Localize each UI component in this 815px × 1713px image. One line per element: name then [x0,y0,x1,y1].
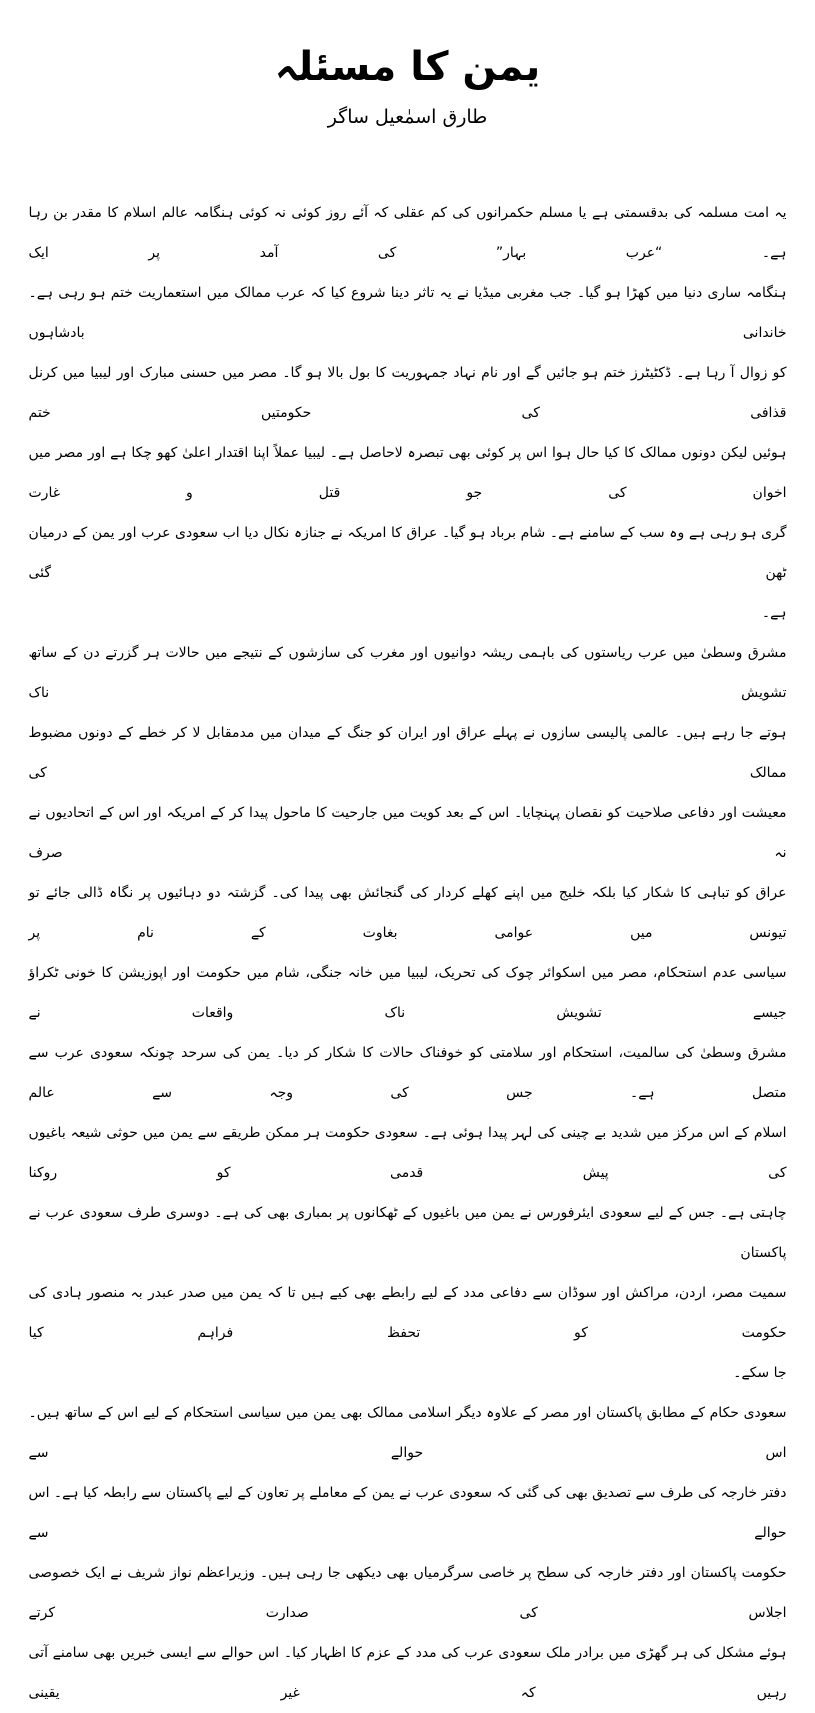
text-line: ہوئیں لیکن دونوں ممالک کا کیا حال ہوا اس پر کوئی بھی تبصرہ لاحاصل ہے۔ لیبیا عملاً اپنا اقتدار اعلیٰ کھو چکا ہے اور مصر میں اخوان کی جو قتل و غارت [28,444,787,501]
text-line: مشرق وسطیٰ کی سالمیت، استحکام اور سلامتی کو خوفناک حالات کا شکار کر دیا۔ یمن کی سرحد چونکہ سعودی عرب سے متصل ہے۔ جس کی وجہ سے عالم [28,1044,787,1101]
text-line: عراق کو تباہی کا شکار کیا بلکہ خلیج میں اپنے کھلے کردار کی گنجائش بھی پیدا کی۔ گزشتہ دو دہائیوں پر نگاہ ڈالی جائے تو تیونس میں عوامی بغاوت کے نام پر [28,884,787,941]
document-body [29,193,787,1713]
text-line: چاہتی ہے۔ جس کے لیے سعودی ایئرفورس نے یمن میں باغیوں کے ٹھکانوں پر بمباری بھی کی ہے۔ دوسری طرف سعودی عرب نے پاکستان [28,1204,787,1261]
text-line: جا سکے۔ [733,1364,787,1381]
text-line: اسلام کے اس مرکز میں شدید بے چینی کی لہر پیدا ہوئی ہے۔ سعودی حکومت ہر ممکن طریقے سے یمن میں حوثی شیعہ باغیوں کی پیش قدمی کو روکنا [28,1124,787,1181]
text-line: ہوتے جا رہے ہیں۔ عالمی پالیسی سازوں نے پہلے عراق اور ایران کو جنگ کے میدان میں مدمقابل لا کر خطے کے دونوں مضبوط ممالک کی [28,724,787,781]
document-page [29,0,787,1713]
paragraph-1 [29,193,787,633]
text-line: مشرق وسطیٰ میں عرب ریاستوں کی باہمی ریشہ دوانیوں اور مغرب کی سازشوں کے نتیجے میں حالات ہر گزرتے دن کے ساتھ تشویش ناک [28,644,787,701]
text-line: دفتر خارجہ کی طرف سے تصدیق بھی کی گئی کہ سعودی عرب نے یمن کے معاملے پر تعاون کے لیے پاکستان سے رابطہ کیا ہے۔ اس حوالے سے [28,1484,787,1541]
text-line: سیاسی عدم استحکام، مصر میں اسکوائر چوک کی تحریک، لیبیا میں خانہ جنگی، شام میں حکومت اور اپوزیشن کا خونی ٹکراؤ جیسے تشویش ناک واقعات نے [28,964,787,1021]
text-line: سمیت مصر، اردن، مراکش اور سوڈان سے دفاعی مدد کے لیے رابطے بھی کیے ہیں تا کہ یمن میں صدر عبدر بہ منصور ہادی کی حکومت کو تحفظ فراہم کیا [28,1284,787,1341]
text-line: یہ امت مسلمہ کی بدقسمتی ہے یا مسلم حکمرانوں کی کم عقلی کہ آئے روز کوئی نہ کوئی ہنگامہ عالم اسلام کا مقدر بن رہا ہے۔ “عرب بہار” کی آمد پر ایک [28,204,787,261]
text-line: معیشت اور دفاعی صلاحیت کو نقصان پہنچایا۔ اس کے بعد کویت میں جارحیت کا ماحول پیدا کر کے امریکہ اور اس کے اتحادیوں نے نہ صرف [28,804,787,861]
text-line: ہے۔ [761,604,787,621]
paragraph-2 [29,633,787,1393]
document-title: یمن کا مسئلہ [274,44,541,90]
author-name: طارق اسمٰعیل ساگر [327,106,488,128]
text-line: ہنگامہ ساری دنیا میں کھڑا ہو گیا۔ جب مغربی میڈیا نے یہ تاثر دینا شروع کیا کہ عرب ممالک میں استعماریت ختم ہو رہی ہے۔ خاندانی بادشاہوں [28,284,787,341]
text-line: حکومت پاکستان اور دفتر خارجہ کی سطح پر خاصی سرگرمیاں بھی دیکھی جا رہی ہیں۔ وزیراعظم نواز شریف نے ایک خصوصی اجلاس کی صدارت کرتے [28,1564,787,1621]
text-line: کو زوال آ رہا ہے۔ ڈکٹیٹرز ختم ہو جائیں گے اور نام نہاد جمہوریت کا بول بالا ہو گا۔ مصر میں حسنی مبارک اور لیبیا میں کرنل قذافی کی حکومتیں ختم [28,364,787,421]
text-line: ہوئے مشکل کی ہر گھڑی میں برادر ملک سعودی عرب کی مدد کے عزم کا اظہار کیا۔ اس حوالے سے ایسی خبریں بھی سامنے آتی رہیں کہ غیر یقینی [28,1644,787,1701]
text-line: سعودی حکام کے مطابق پاکستان اور مصر کے علاوہ دیگر اسلامی ممالک بھی یمن میں سیاسی استحکام کے لیے اس کے ساتھ ہیں۔ اس حوالے سے [28,1404,787,1461]
paragraph-3 [29,1393,787,1713]
text-line: گری ہو رہی ہے وہ سب کے سامنے ہے۔ شام برباد ہو گیا۔ عراق کا امریکہ نے جنازہ نکال دیا اب سعودی عرب اور یمن کے درمیان ٹھن گئی [28,524,787,581]
